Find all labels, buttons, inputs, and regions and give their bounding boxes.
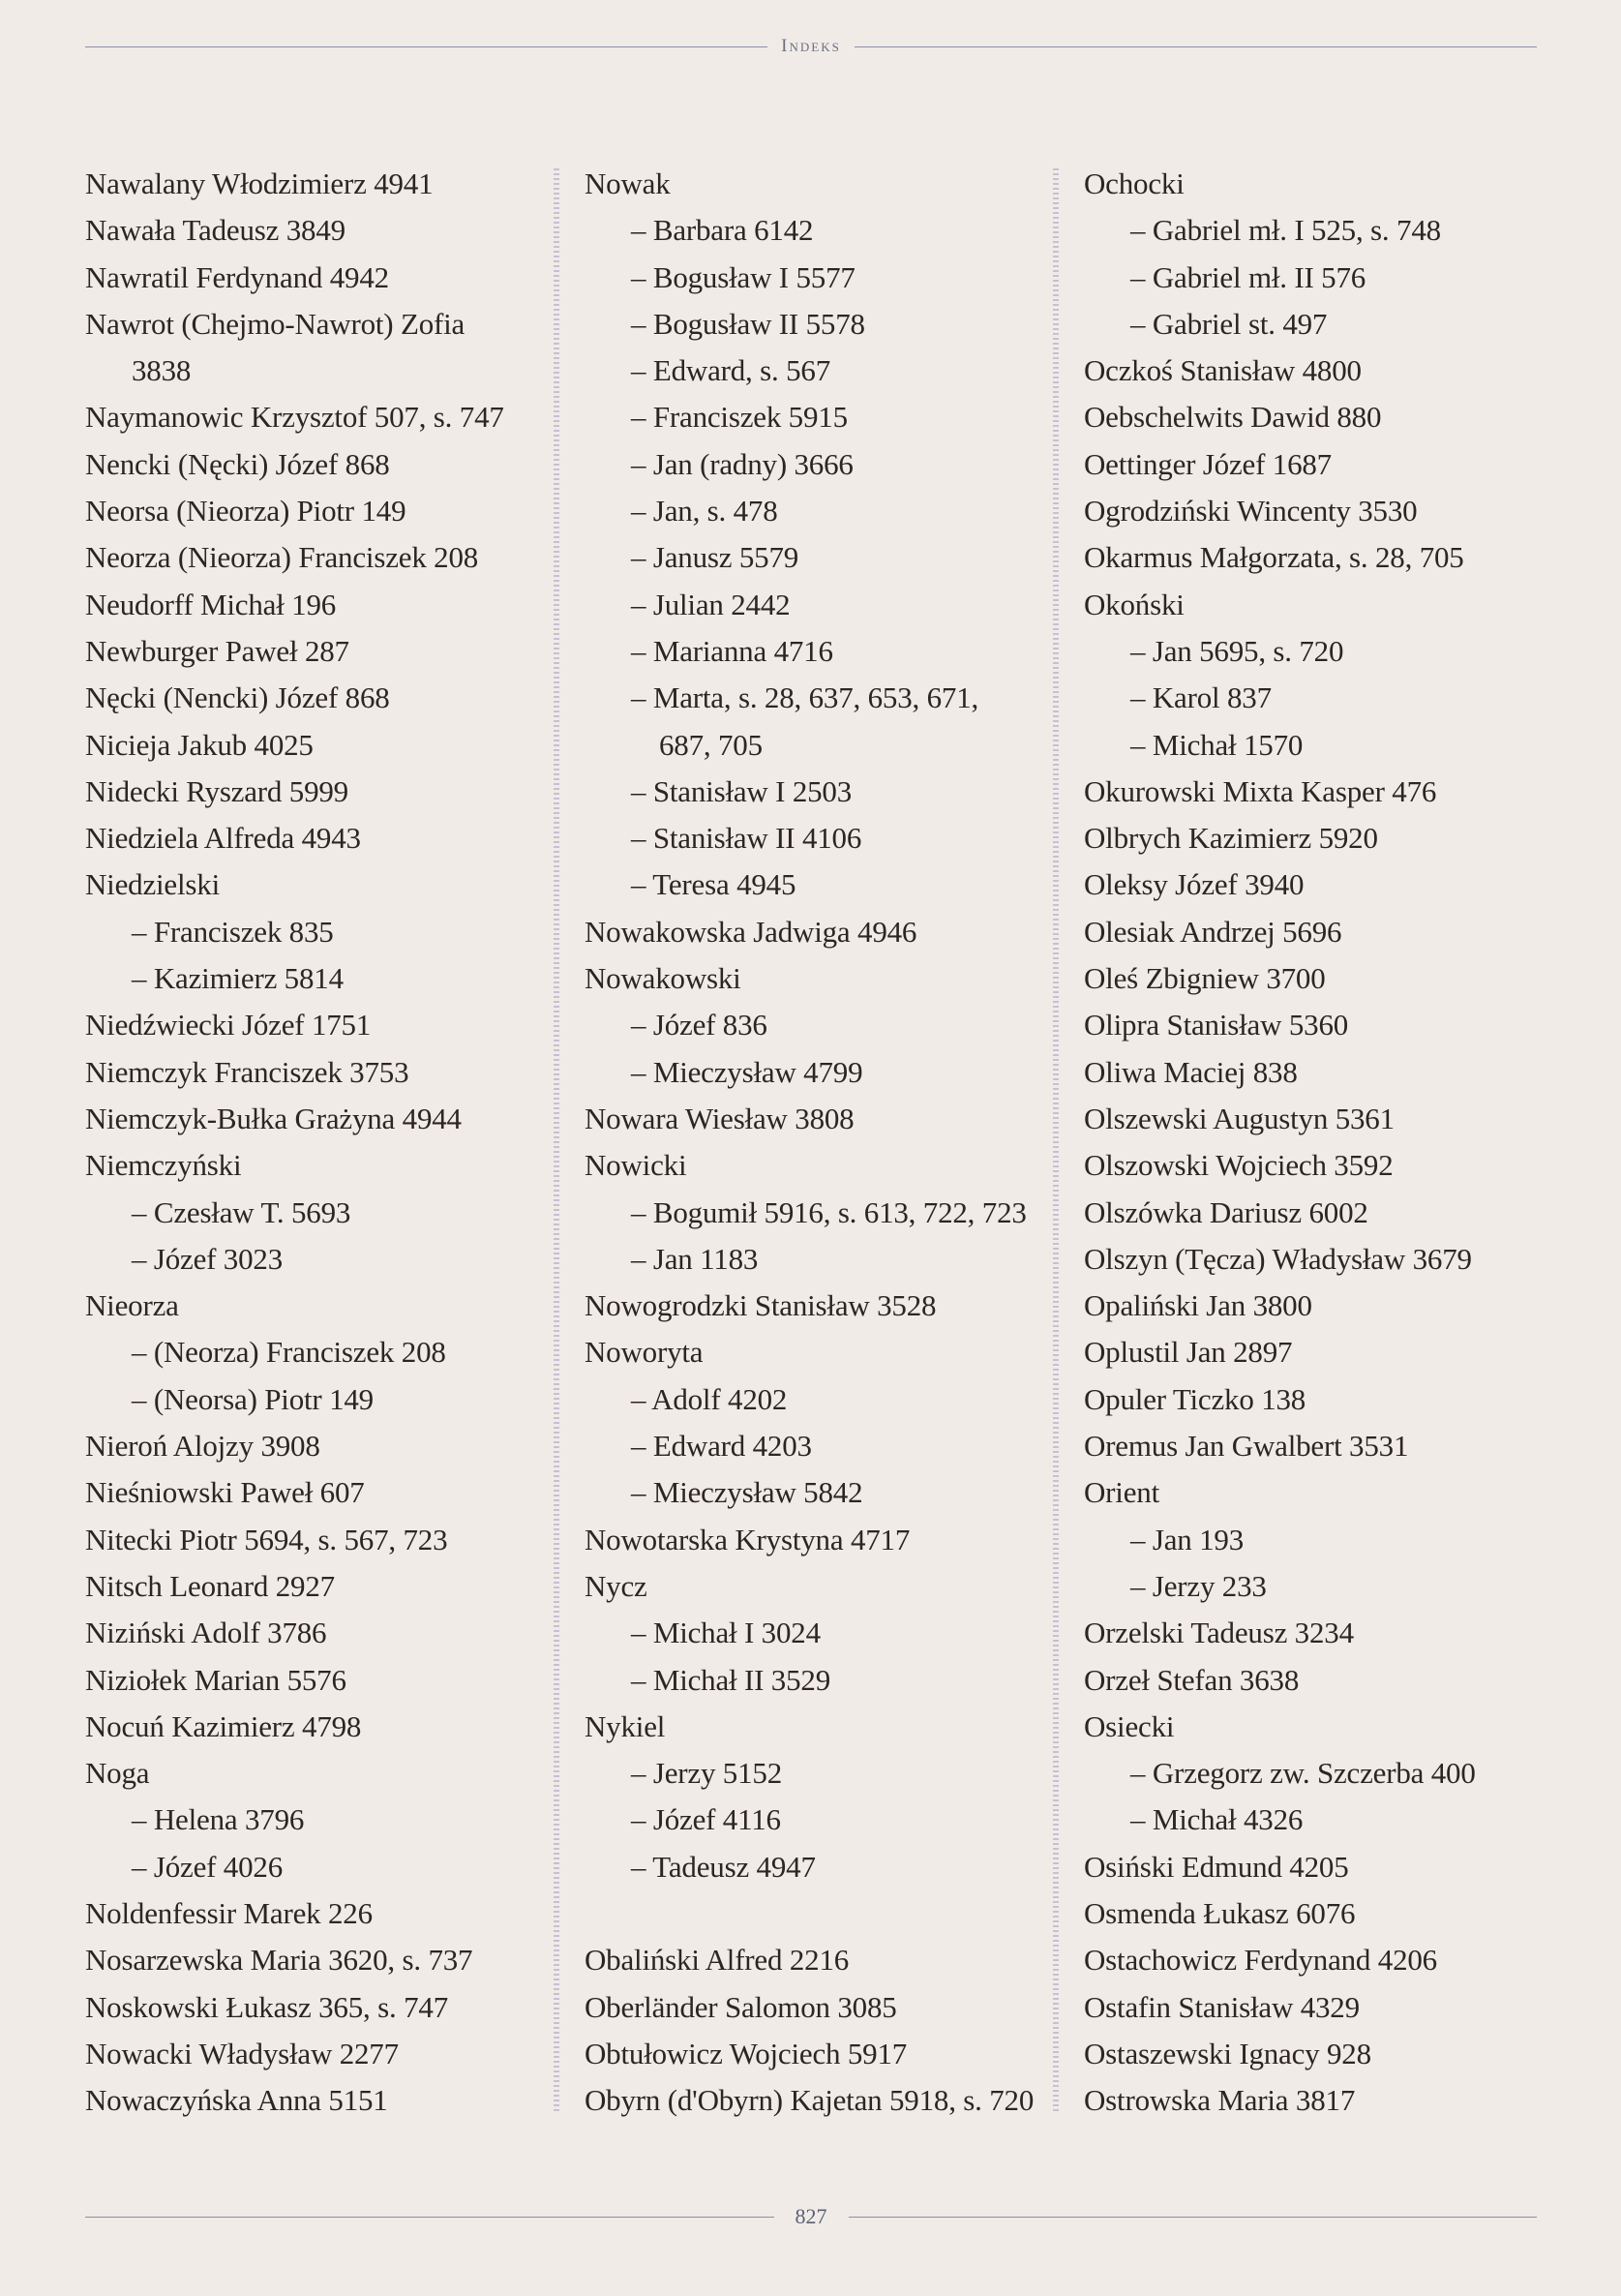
index-entry: Niedziela Alfreda 4943 xyxy=(85,821,361,856)
index-subentry: – Adolf 4202 xyxy=(631,1381,788,1416)
index-entry: Oplustil Jan 2897 xyxy=(1084,1335,1293,1370)
index-entry: Nieśniowski Paweł 607 xyxy=(85,1475,365,1510)
index-entry: Nieorza xyxy=(85,1288,179,1323)
index-entry: Obtułowicz Wojciech 5917 xyxy=(585,2036,908,2070)
index-entry: Nicieja Jakub 4025 xyxy=(85,727,314,762)
index-subentry: – Marta, s. 28, 637, 653, 671, xyxy=(631,680,979,715)
index-subentry: – Jan, s. 478 xyxy=(631,494,778,529)
index-entry: Niziński Adolf 3786 xyxy=(85,1616,327,1650)
index-column-1 xyxy=(85,161,550,2124)
index-subentry: – Józef 836 xyxy=(631,1008,767,1042)
index-entry: Orzeł Stefan 3638 xyxy=(1084,1662,1300,1697)
index-entry: Osiński Edmund 4205 xyxy=(1084,1849,1349,1884)
column-divider xyxy=(554,168,559,2114)
index-entry: Noskowski Łukasz 365, s. 747 xyxy=(85,1989,448,2024)
index-entry: Olszyn (Tęcza) Władysław 3679 xyxy=(1084,1241,1472,1276)
index-entry: Oremus Jan Gwalbert 3531 xyxy=(1084,1429,1409,1464)
index-entry: Niemczyk-Bułka Grażyna 4944 xyxy=(85,1101,462,1135)
index-entry: Niemczyk Franciszek 3753 xyxy=(85,1054,409,1089)
index-subentry: – Kazimierz 5814 xyxy=(132,961,344,996)
index-subentry: – Franciszek 835 xyxy=(132,914,334,949)
index-entry: Nocuń Kazimierz 4798 xyxy=(85,1708,362,1743)
index-subentry: – Bogusław I 5577 xyxy=(631,259,856,294)
index-entry: Nieroń Alojzy 3908 xyxy=(85,1429,320,1464)
index-entry: Nowogrodzki Stanisław 3528 xyxy=(585,1288,937,1323)
index-subentry: – Helena 3796 xyxy=(132,1802,305,1837)
index-subentry: – Jan 5695, s. 720 xyxy=(1130,633,1344,668)
index-subentry: – Edward, s. 567 xyxy=(631,353,831,388)
index-subentry: – Mieczysław 4799 xyxy=(631,1054,863,1089)
index-entry: Niziołek Marian 5576 xyxy=(85,1662,346,1697)
index-entry: Neudorff Michał 196 xyxy=(85,587,337,621)
index-entry: Nawała Tadeusz 3849 xyxy=(85,213,345,248)
index-subentry: – Janusz 5579 xyxy=(631,540,799,575)
index-entry: Niedzielski xyxy=(85,867,220,902)
index-subentry: – Jerzy 5152 xyxy=(631,1756,783,1791)
index-entry: Oliwa Maciej 838 xyxy=(1084,1054,1298,1089)
index-column-3 xyxy=(1084,161,1548,2124)
index-entry: Neorsa (Nieorza) Piotr 149 xyxy=(85,494,406,529)
index-entry: Ostafin Stanisław 4329 xyxy=(1084,1989,1360,2024)
index-subentry: – Julian 2442 xyxy=(631,587,791,621)
index-subentry: – Marianna 4716 xyxy=(631,633,833,668)
index-subentry: – Jan 193 xyxy=(1130,1522,1245,1556)
index-subentry: – Józef 4026 xyxy=(132,1849,284,1884)
index-entry: Neorza (Nieorza) Franciszek 208 xyxy=(85,540,479,575)
index-entry: Nosarzewska Maria 3620, s. 737 xyxy=(85,1943,473,1978)
index-entry: Nawratil Ferdynand 4942 xyxy=(85,259,389,294)
index-entry: Obyrn (d'Obyrn) Kajetan 5918, s. 720 xyxy=(585,2083,1035,2118)
index-subentry: – Michał II 3529 xyxy=(631,1662,831,1697)
index-entry: Oleksy Józef 3940 xyxy=(1084,867,1305,902)
index-subentry: – Tadeusz 4947 xyxy=(631,1849,816,1884)
index-subentry: – Gabriel mł. I 525, s. 748 xyxy=(1130,213,1441,248)
index-subentry: – (Neorsa) Piotr 149 xyxy=(132,1381,374,1416)
index-entry: Okoński xyxy=(1084,587,1185,621)
index-subentry: – Jerzy 233 xyxy=(1130,1568,1267,1603)
index-entry: Nowotarska Krystyna 4717 xyxy=(585,1522,911,1556)
index-entry: Oettinger Józef 1687 xyxy=(1084,446,1332,481)
index-entry: Noga xyxy=(85,1756,150,1791)
index-entry: Olipra Stanisław 5360 xyxy=(1084,1008,1349,1042)
index-subentry: – Michał 4326 xyxy=(1130,1802,1304,1837)
index-subentry: – Edward 4203 xyxy=(631,1429,812,1464)
page-number: 827 xyxy=(795,2204,827,2228)
index-entry: Nowak xyxy=(585,166,671,200)
running-title: Indeks xyxy=(781,36,841,56)
index-entry: Nowaczyńska Anna 5151 xyxy=(85,2083,388,2118)
index-subentry: – Bogusław II 5578 xyxy=(631,306,865,341)
index-entry: Nowakowski xyxy=(585,961,741,996)
index-entry: Ostrowska Maria 3817 xyxy=(1084,2083,1356,2118)
index-entry: Nycz xyxy=(585,1568,647,1603)
index-entry: Ochocki xyxy=(1084,166,1185,200)
page-footer xyxy=(85,2199,1537,2234)
header-rule-right xyxy=(855,46,1537,47)
index-entry: Nowara Wiesław 3808 xyxy=(585,1101,855,1135)
index-entry: Nowakowska Jadwiga 4946 xyxy=(585,914,917,949)
index-subentry: – Stanisław II 4106 xyxy=(631,821,862,856)
index-entry: Olbrych Kazimierz 5920 xyxy=(1084,821,1378,856)
footer-rule-right xyxy=(849,2217,1538,2218)
index-subentry: – Gabriel st. 497 xyxy=(1130,306,1328,341)
index-entry: Orzelski Tadeusz 3234 xyxy=(1084,1616,1354,1650)
index-subentry: – Jan (radny) 3666 xyxy=(631,446,854,481)
index-subentry: – Franciszek 5915 xyxy=(631,400,848,435)
index-subentry: – Teresa 4945 xyxy=(631,867,796,902)
index-entry: Nawrot (Chejmo-Nawrot) Zofia xyxy=(85,306,465,341)
index-entry-continuation: 3838 xyxy=(132,353,192,388)
index-entry: Nidecki Ryszard 5999 xyxy=(85,773,348,808)
index-entry: Ostachowicz Ferdynand 4206 xyxy=(1084,1943,1437,1978)
index-entry: Newburger Paweł 287 xyxy=(85,633,349,668)
index-entry: Olszowski Wojciech 3592 xyxy=(1084,1148,1394,1183)
index-subentry: – Czesław T. 5693 xyxy=(132,1194,351,1229)
index-entry: Orient xyxy=(1084,1475,1159,1510)
index-entry: Nęcki (Nencki) Józef 868 xyxy=(85,680,390,715)
index-entry: Nitecki Piotr 5694, s. 567, 723 xyxy=(85,1522,448,1556)
footer-rule-left xyxy=(85,2217,774,2218)
index-entry: Opaliński Jan 3800 xyxy=(1084,1288,1312,1323)
index-subentry: – Karol 837 xyxy=(1130,680,1272,715)
index-subentry: – Mieczysław 5842 xyxy=(631,1475,863,1510)
index-subentry: – Stanisław I 2503 xyxy=(631,773,853,808)
index-entry: Okurowski Mixta Kasper 476 xyxy=(1084,773,1437,808)
index-entry: Obaliński Alfred 2216 xyxy=(585,1943,850,1978)
index-subentry: – Barbara 6142 xyxy=(631,213,814,248)
index-entry: Olesiak Andrzej 5696 xyxy=(1084,914,1342,949)
index-subentry: – Grzegorz zw. Szczerba 400 xyxy=(1130,1756,1476,1791)
index-entry-continuation: 687, 705 xyxy=(659,727,763,762)
index-entry: Nawalany Włodzimierz 4941 xyxy=(85,166,434,200)
column-divider xyxy=(1053,168,1059,2114)
index-entry: Naymanowic Krzysztof 507, s. 747 xyxy=(85,400,504,435)
index-entry: Nencki (Nęcki) Józef 868 xyxy=(85,446,390,481)
index-entry: Nowacki Władysław 2277 xyxy=(85,2036,399,2070)
index-entry: Nowicki xyxy=(585,1148,687,1183)
page-header xyxy=(85,29,1537,64)
index-entry: Noworyta xyxy=(585,1335,704,1370)
header-rule-left xyxy=(85,46,767,47)
index-column-2 xyxy=(585,161,1049,2124)
index-entry: Nykiel xyxy=(585,1708,666,1743)
index-entry: Niedźwiecki Józef 1751 xyxy=(85,1008,372,1042)
index-entry: Ostaszewski Ignacy 928 xyxy=(1084,2036,1371,2070)
index-entry: Osiecki xyxy=(1084,1708,1175,1743)
index-subentry: – Bogumił 5916, s. 613, 722, 723 xyxy=(631,1194,1027,1229)
index-subentry: – Michał I 3024 xyxy=(631,1616,821,1650)
index-entry: Okarmus Małgorzata, s. 28, 705 xyxy=(1084,540,1464,575)
section-gap xyxy=(585,1890,1049,1937)
index-subentry: – Michał 1570 xyxy=(1130,727,1304,762)
index-subentry: – (Neorza) Franciszek 208 xyxy=(132,1335,446,1370)
index-entry: Nitsch Leonard 2927 xyxy=(85,1568,335,1603)
index-entry: Oleś Zbigniew 3700 xyxy=(1084,961,1326,996)
index-subentry: – Gabriel mł. II 576 xyxy=(1130,259,1366,294)
index-subentry: – Józef 3023 xyxy=(132,1241,284,1276)
index-subentry: – Józef 4116 xyxy=(631,1802,781,1837)
index-entry: Olszewski Augustyn 5361 xyxy=(1084,1101,1395,1135)
index-entry: Ogrodziński Wincenty 3530 xyxy=(1084,494,1418,529)
index-entry: Oebschelwits Dawid 880 xyxy=(1084,400,1382,435)
index-entry: Osmenda Łukasz 6076 xyxy=(1084,1895,1356,1930)
index-columns xyxy=(85,161,1537,2126)
index-entry: Oczkoś Stanisław 4800 xyxy=(1084,353,1362,388)
index-entry: Oberländer Salomon 3085 xyxy=(585,1989,897,2024)
index-entry: Noldenfessir Marek 226 xyxy=(85,1895,373,1930)
index-entry: Niemczyński xyxy=(85,1148,242,1183)
index-subentry: – Jan 1183 xyxy=(631,1241,759,1276)
index-entry: Olszówka Dariusz 6002 xyxy=(1084,1194,1368,1229)
index-entry: Opuler Ticzko 138 xyxy=(1084,1381,1306,1416)
